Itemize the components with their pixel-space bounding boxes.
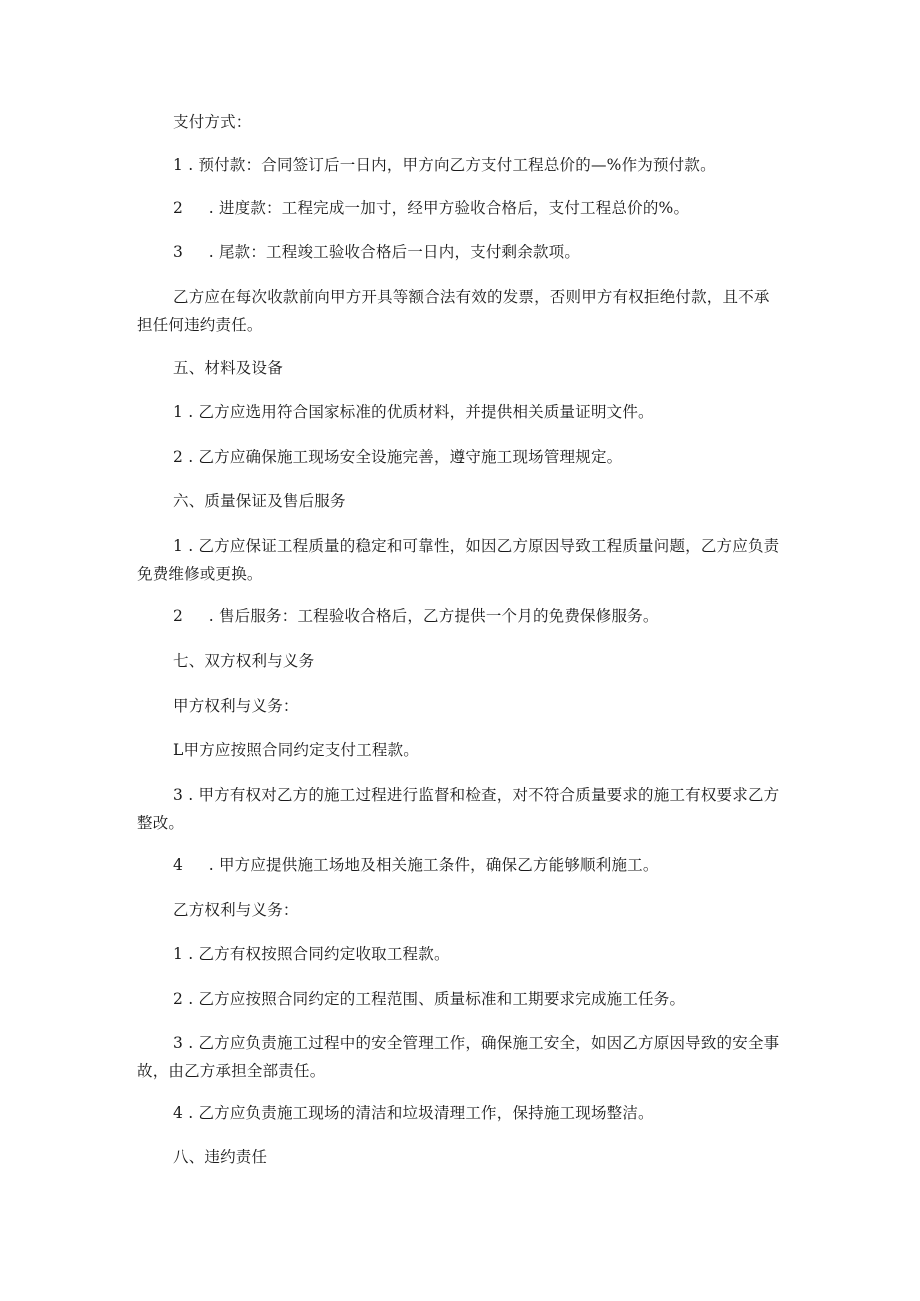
paragraph: 支付方式： xyxy=(173,113,252,131)
paragraph: 甲方权利与义务： xyxy=(173,697,299,715)
paragraph: 1 . 乙方应保证工程质量的稳定和可靠性，如因乙方原因导致工程质量问题，乙方应负责免费维修或更换。 xyxy=(137,537,780,583)
paragraph: 4 . 乙方应负责施工现场的清洁和垃圾清理工作，保持施工现场整洁。 xyxy=(173,1104,654,1122)
paragraph: 五、材料及设备 xyxy=(173,359,283,377)
paragraph: 2 . 乙方应确保施工现场安全设施完善，遵守施工现场管理规定。 xyxy=(173,448,623,466)
paragraph: 3 . 尾款：工程竣工验收合格后一日内，支付剩余款项。 xyxy=(173,243,581,261)
paragraph: 七、双方权利与义务 xyxy=(173,652,315,670)
paragraph: 2 . 进度款：工程完成一加寸，经甲方验收合格后，支付工程总价的%。 xyxy=(173,199,690,217)
paragraph: 1 . 乙方应选用符合国家标准的优质材料，并提供相关质量证明文件。 xyxy=(173,403,654,421)
paragraph: 2 . 乙方应按照合同约定的工程范围、质量标准和工期要求完成施工任务。 xyxy=(173,990,686,1008)
paragraph: L甲方应按照合同约定支付工程款。 xyxy=(173,741,419,759)
paragraph: 3 . 乙方应负责施工过程中的安全管理工作，确保施工安全，如因乙方原因导致的安全事故，由乙方承担全部责任。 xyxy=(137,1034,780,1080)
paragraph: 2 . 售后服务：工程验收合格后，乙方提供一个月的免费保修服务。 xyxy=(173,607,659,625)
paragraph: 4 . 甲方应提供施工场地及相关施工条件，确保乙方能够顺利施工。 xyxy=(173,856,659,874)
paragraph: 3 . 甲方有权对乙方的施工过程进行监督和检查，对不符合质量要求的施工有权要求乙方整改。 xyxy=(137,786,780,832)
paragraph: 乙方应在每次收款前向甲方开具等额合法有效的发票，否则甲方有权拒绝付款，且不承担任何违约责任。 xyxy=(137,288,770,334)
paragraph: 八、违约责任 xyxy=(173,1148,268,1166)
paragraph: 1 . 乙方有权按照合同约定收取工程款。 xyxy=(173,945,450,963)
paragraph: 六、质量保证及售后服务 xyxy=(173,492,346,510)
paragraph: 乙方权利与义务： xyxy=(173,901,299,919)
paragraph: 1 . 预付款：合同签订后一日内，甲方向乙方支付工程总价的—%作为预付款。 xyxy=(173,156,716,174)
